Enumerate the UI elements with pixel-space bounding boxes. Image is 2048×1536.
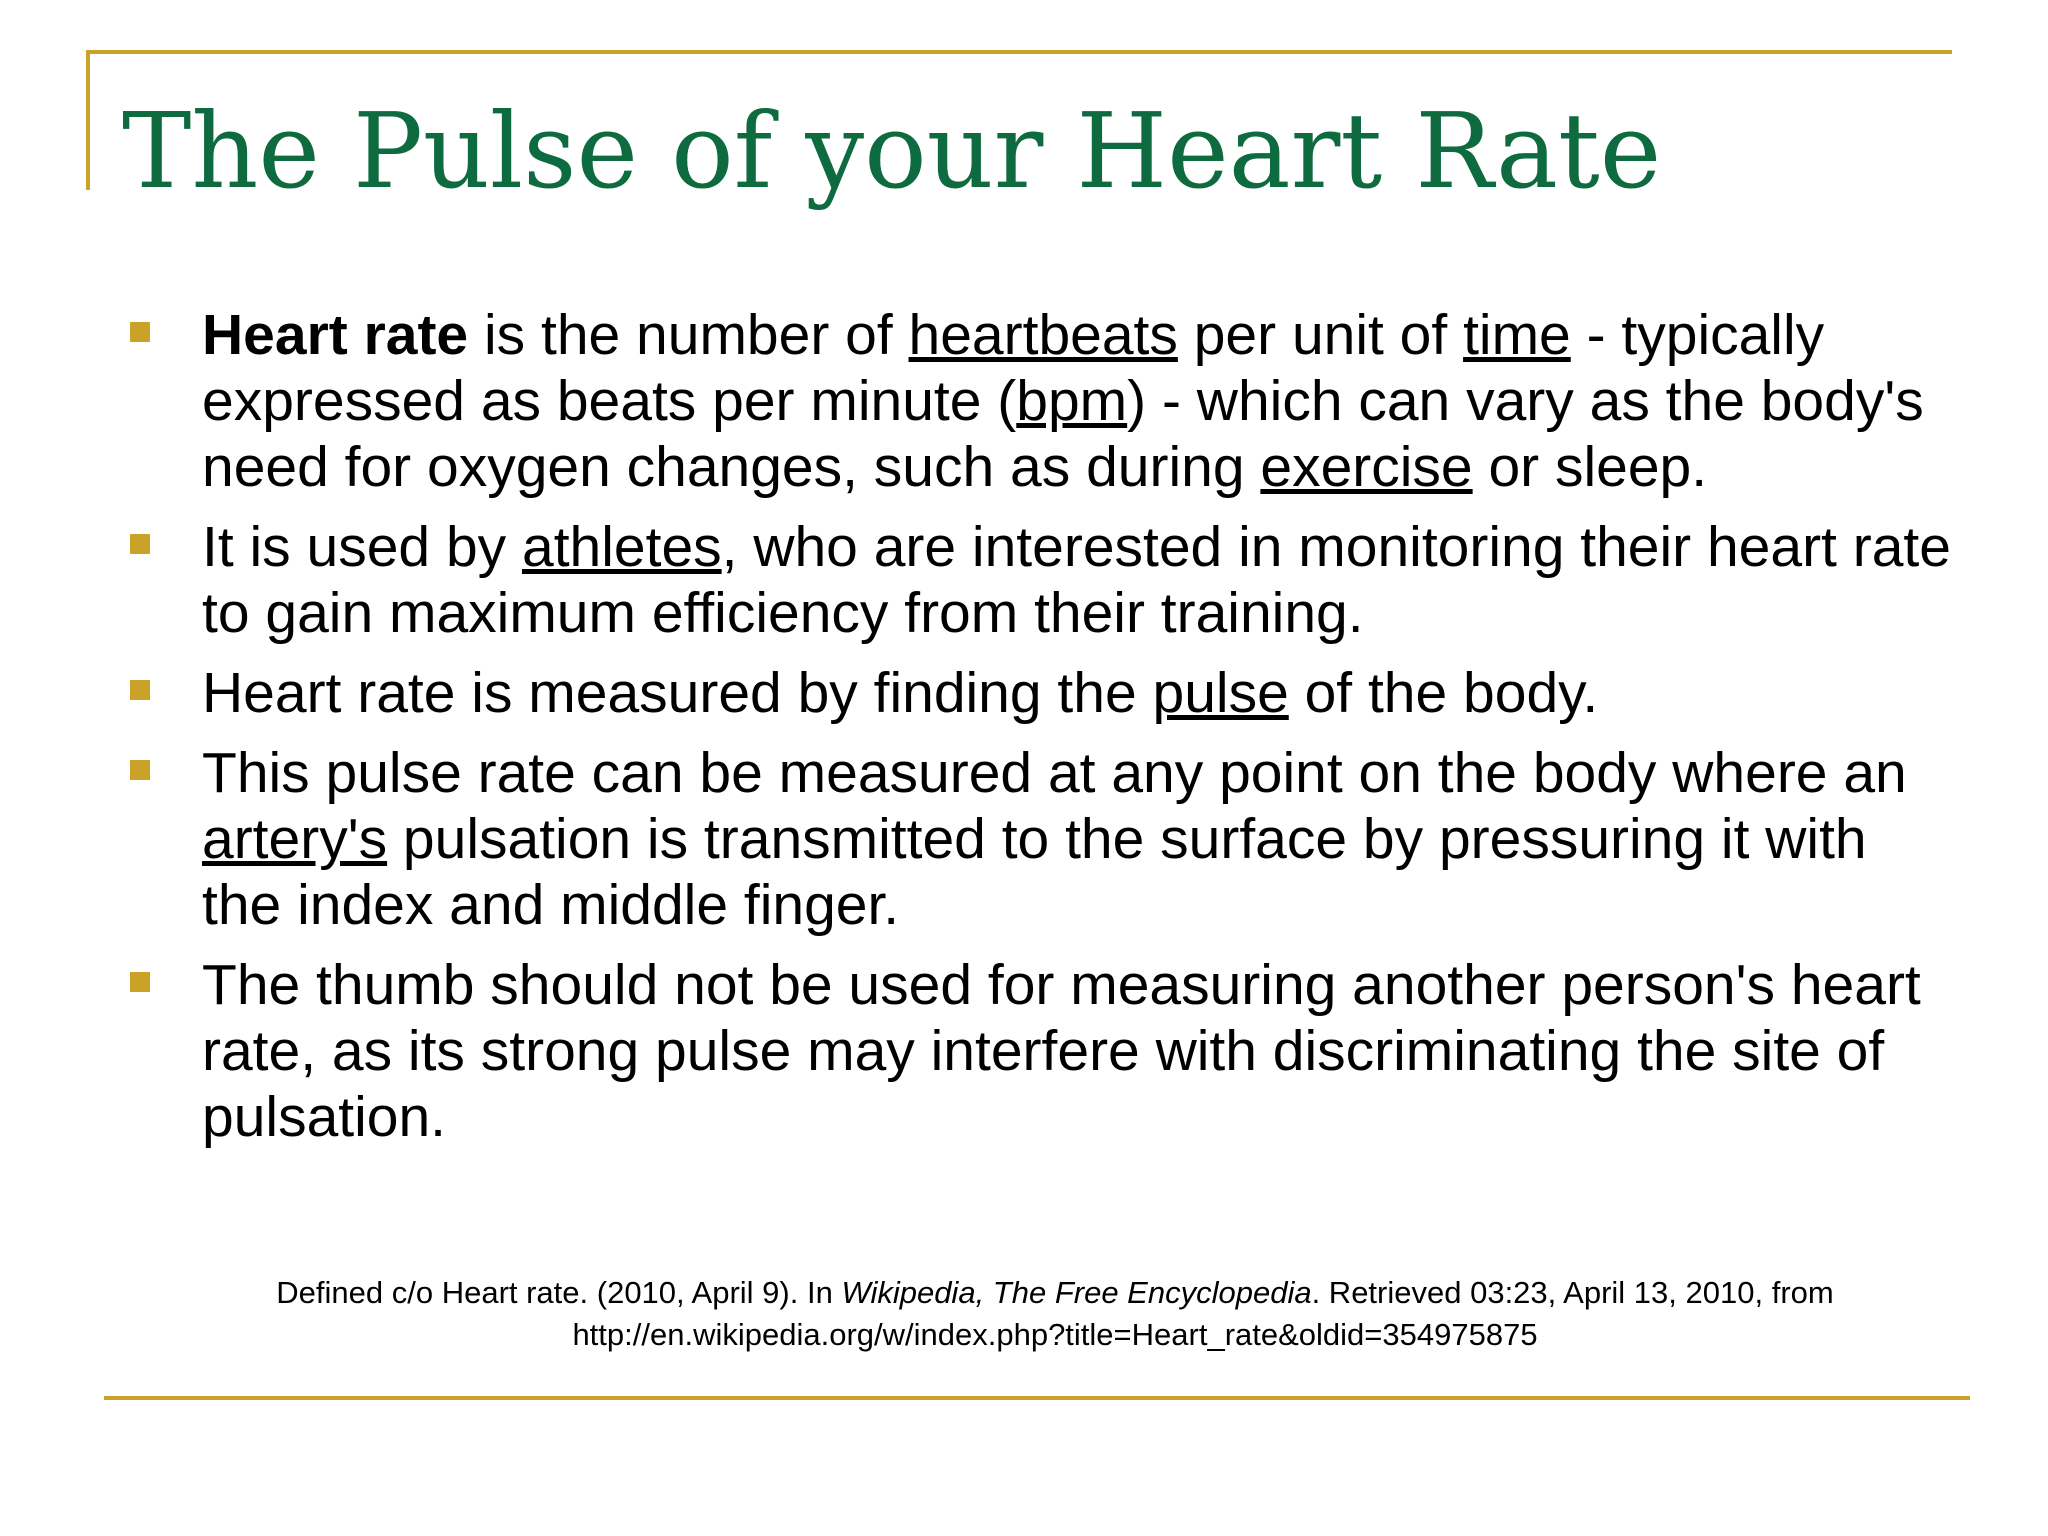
wiki-link[interactable]: time [1463, 303, 1571, 367]
square-bullet-icon [130, 760, 150, 780]
square-bullet-icon [130, 322, 150, 342]
bullet-item [122, 740, 1952, 938]
wiki-link[interactable]: artery's [202, 807, 388, 871]
citation-after: . Retrieved 03:23, April 13, 2010, from http://en.wikipedia.org/w/index.php?title=Heart_rate&oldid=354975875 [572, 1275, 1834, 1352]
bullet-text: Heart rate is measured by finding the [202, 661, 1153, 725]
bullet-item [122, 660, 1952, 726]
bullet-item [122, 952, 1952, 1150]
bullet-text: - typically expressed as beats per minute ( [202, 303, 1825, 433]
citation [210, 1272, 1900, 1356]
bullet-list [122, 302, 1952, 1164]
slide-title: The Pulse of your Heart Rate [122, 90, 1662, 212]
bullet-text: The thumb should not be used for measuring another person's heart rate, as its strong pulse may interfere with discriminating the site of pulsation. [202, 953, 1921, 1149]
bullet-text: or sleep. [1472, 435, 1708, 499]
top-rule [86, 50, 1952, 54]
wiki-link[interactable]: heartbeats [908, 303, 1178, 367]
bullet-text: is the number of [468, 303, 909, 367]
bold-term: Heart rate [202, 303, 469, 367]
bullet-text: It is used by [202, 515, 522, 579]
wiki-link[interactable]: pulse [1152, 661, 1289, 725]
bullet-text: ) - which can vary as the body's need for oxygen changes, such as during [202, 369, 1924, 499]
bullet-item [122, 302, 1952, 500]
bullet-item [122, 514, 1952, 646]
wiki-link[interactable]: bpm [1016, 369, 1128, 433]
square-bullet-icon [130, 972, 150, 992]
wiki-link[interactable]: athletes [522, 515, 722, 579]
left-rule [86, 50, 90, 190]
citation-source: Wikipedia, The Free Encyclopedia [841, 1275, 1312, 1310]
citation-before: Defined c/o Heart rate. (2010, April 9). In [276, 1275, 842, 1310]
square-bullet-icon [130, 680, 150, 700]
wiki-link[interactable]: exercise [1260, 435, 1473, 499]
square-bullet-icon [130, 534, 150, 554]
bottom-rule [104, 1396, 1970, 1400]
bullet-text: , who are interested in monitoring their heart rate to gain maximum efficiency from their training. [202, 515, 1951, 645]
bullet-text: of the body. [1288, 661, 1599, 725]
bullet-text: pulsation is transmitted to the surface by pressuring it with the index and middle finger. [202, 807, 1867, 937]
bullet-text: This pulse rate can be measured at any point on the body where an [202, 741, 1907, 805]
bullet-text: per unit of [1177, 303, 1464, 367]
